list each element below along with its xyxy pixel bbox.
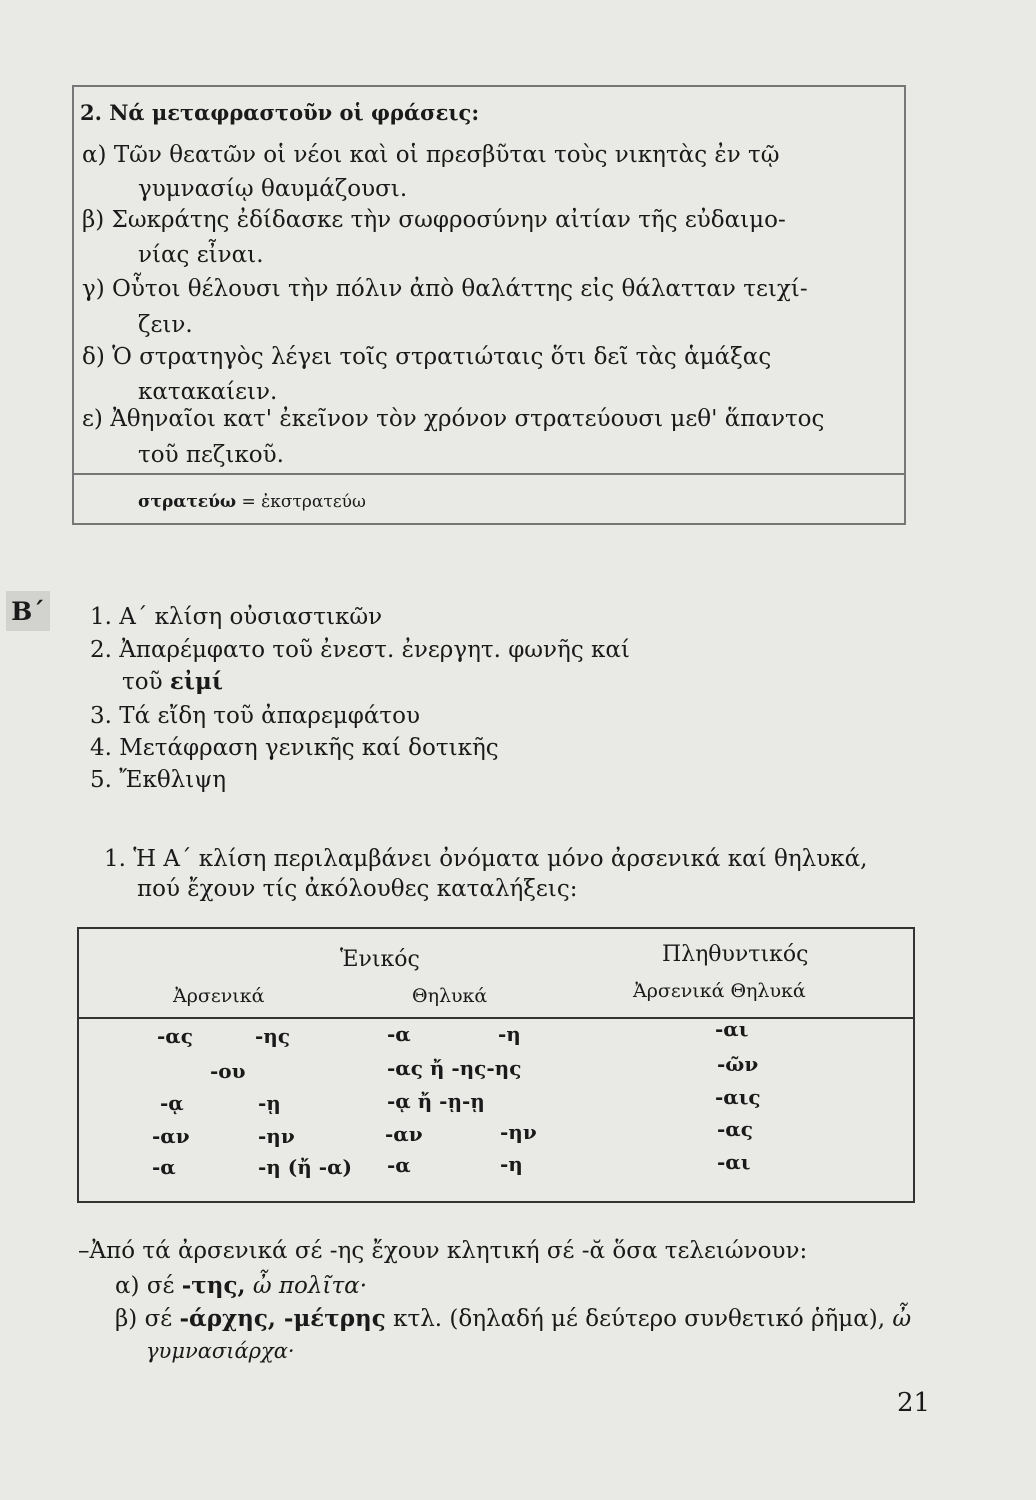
toc-item: [122, 668, 223, 696]
table-cell: -ης: [255, 1024, 291, 1048]
note-item-b: [115, 1305, 911, 1332]
exercise-line: β) Σωκράτης ἐδίδασκε τὴν σωφροσύνην αἰτίαν τῆς εὐδαιμο-: [82, 207, 786, 233]
note-line: –Ἀπό τά ἀρσενικά σέ -ης ἔχουν κλητική σέ -ᾰ ὅσα τελειώνουν:: [78, 1238, 808, 1264]
page-number: 21: [897, 1388, 931, 1418]
table-cell: -α: [387, 1153, 411, 1177]
table-cell: -αι: [717, 1150, 751, 1174]
table-cell: -αις: [715, 1085, 761, 1109]
note-b-bold: -άρχης, -μέτρης: [179, 1305, 386, 1332]
toc-item: 2. Ἀπαρέμφατο τοῦ ἐνεστ. ἐνεργητ. φωνῆς καί: [90, 637, 630, 663]
footnote-definition: = ἐκστρατεύω: [236, 492, 366, 512]
note-b-italic: ὦ: [885, 1306, 912, 1332]
table-cell: -αν: [385, 1122, 423, 1146]
table-cell: -ην: [500, 1120, 537, 1144]
toc-item: 3. Τά εἴδη τοῦ ἀπαρεμφάτου: [90, 703, 420, 729]
section-marker: Β΄: [6, 591, 50, 631]
exercise-divider: [72, 473, 906, 475]
table-cell: -ου: [210, 1059, 246, 1083]
table-cell: -η: [498, 1022, 521, 1046]
exercise-line: δ) Ὁ στρατηγὸς λέγει τοῖς στρατιώταις ὅτι δεῖ τὰς ἁμάξας: [82, 344, 772, 370]
header-feminine: Θηλυκά: [412, 985, 488, 1007]
note-b-prefix: β) σέ: [115, 1306, 180, 1332]
note-a-bold: -της,: [181, 1272, 246, 1299]
table-cell: -η: [500, 1152, 523, 1176]
table-cell: -ην: [258, 1124, 295, 1148]
intro-line: πού ἔχουν τίς ἀκόλουθες καταλήξεις:: [137, 876, 578, 902]
header-plural-genders: Ἀρσενικά Θηλυκά: [633, 980, 806, 1002]
exercise-line: ε) Ἀθηναῖοι κατ' ἐκεῖνον τὸν χρόνον στρατεύουσι μεθ' ἅπαντος: [82, 406, 825, 432]
header-singular: Ἑνικός: [340, 947, 420, 972]
exercise-line: νίας εἶναι.: [138, 242, 264, 268]
toc-item-bold: εἰμί: [169, 668, 223, 695]
table-cell: -η (ἤ -α): [258, 1155, 352, 1179]
table-cell: -ας ἤ -ης-ης: [387, 1056, 522, 1080]
table-cell: -ας: [717, 1117, 753, 1141]
exercise-line: ζειν.: [138, 312, 193, 338]
note-a-prefix: α) σέ: [115, 1273, 182, 1299]
intro-line: 1. Ἡ Α΄ κλίση περιλαμβάνει ὀνόματα μόνο ἀρσενικά καί θηλυκά,: [104, 846, 868, 872]
exercise-line: α) Τῶν θεατῶν οἱ νέοι καὶ οἱ πρεσβῦται τοὺς νικητὰς ἐν τῷ: [82, 142, 780, 168]
toc-item: 1. Α΄ κλίση οὐσιαστικῶν: [90, 604, 383, 630]
exercise-line: κατακαίειν.: [138, 379, 278, 405]
table-cell: -ῃ: [258, 1091, 281, 1115]
exercise-line: γ) Οὗτοι θέλουσι τὴν πόλιν ἀπὸ θαλάττης εἰς θάλατταν τειχί-: [82, 276, 808, 302]
note-b-rest: κτλ. (δηλαδή μέ δεύτερο συνθετικό ῥῆμα),: [385, 1306, 886, 1332]
table-cell: -ῶν: [717, 1052, 759, 1076]
table-cell: -ας: [157, 1024, 193, 1048]
table-cell: -αν: [152, 1124, 190, 1148]
toc-item: 4. Μετάφραση γενικῆς καί δοτικῆς: [90, 735, 499, 761]
toc-item: 5. Ἔκθλιψη: [90, 767, 227, 793]
table-cell: -α: [152, 1155, 176, 1179]
note-item-b-cont: γυμνασιάρχα·: [146, 1339, 295, 1363]
table-cell: -αι: [715, 1017, 749, 1041]
exercise-line: τοῦ πεζικοῦ.: [138, 442, 284, 468]
table-header-rule: [77, 1017, 915, 1019]
toc-item-prefix: τοῦ: [122, 669, 170, 695]
exercise-heading: 2. Νά μεταφραστοῦν οἱ φράσεις:: [80, 100, 480, 125]
note-a-italic: ὦ πολῖτα·: [245, 1273, 368, 1299]
footnote-term: στρατεύω: [138, 492, 237, 512]
header-masculine: Ἀρσενικά: [173, 985, 265, 1007]
exercise-footnote: [138, 492, 366, 512]
header-plural: Πληθυντικός: [662, 942, 809, 967]
table-cell: -ᾳ ἤ -ῃ-ῃ: [387, 1089, 485, 1113]
exercise-line: γυμνασίῳ θαυμάζουσι.: [138, 176, 408, 202]
table-cell: -ᾳ: [160, 1091, 184, 1115]
table-cell: -α: [387, 1022, 411, 1046]
note-item-a: [115, 1272, 367, 1299]
